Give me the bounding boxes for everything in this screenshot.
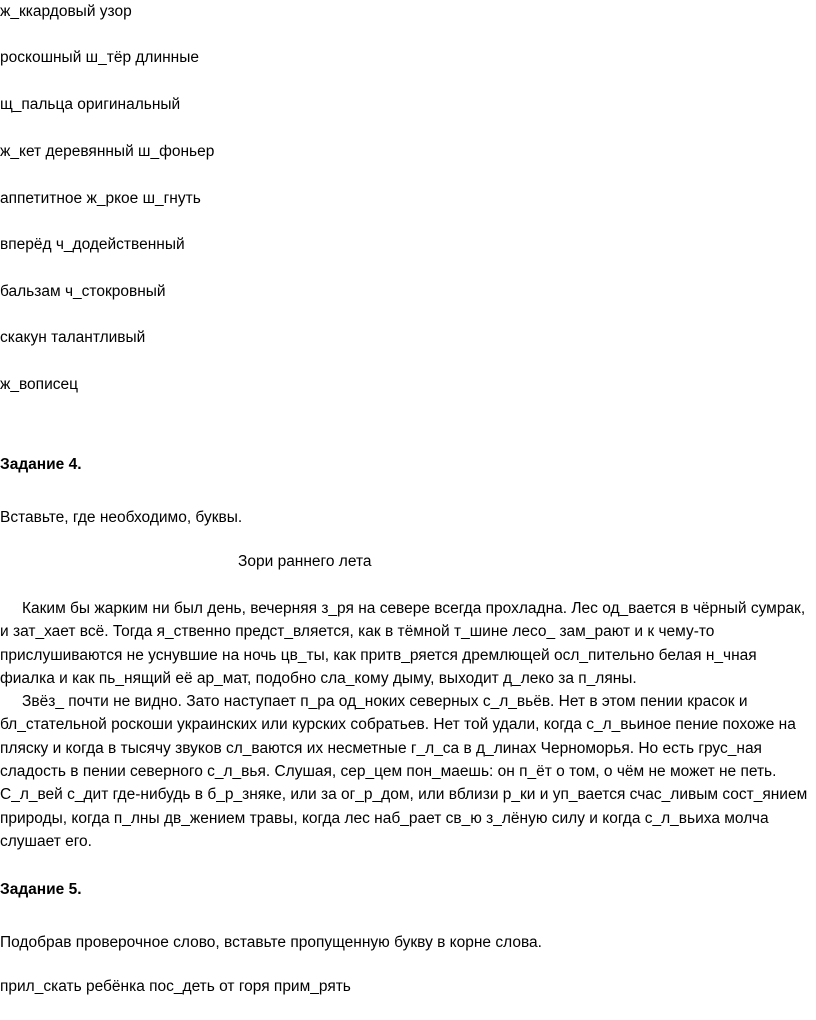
word-list-item: бальзам ч_стокровный <box>0 283 166 300</box>
task-5-heading: Задание 5. <box>0 881 82 898</box>
word-list-item: ж_кет деревянный ш_фоньер <box>0 143 215 160</box>
word-list-item: ж_ккардовый узор <box>0 3 132 20</box>
task-5-instruction: Подобрав проверочное слово, вставьте пропущенную букву в корне слова. <box>0 934 542 951</box>
word-list-item: скакун талантливый <box>0 329 146 346</box>
word-list-item: щ_пальца оригинальный <box>0 96 181 113</box>
task-4-heading: Задание 4. <box>0 456 82 473</box>
word-list-item: роскошный ш_тёр длинные <box>0 49 199 66</box>
task-4-instruction: Вставьте, где необходимо, буквы. <box>0 509 243 526</box>
text-body <box>0 597 812 853</box>
text-paragraph: Каким бы жарким ни был день, вечерняя з_ря на севере всегда прохладна. Лес од_вается в чёрный сумрак, и зат_хает всё. Тогда я_ственно предст_вляется, как в тёмной т_шине лесо_ зам_рают и к чему-то прислушиваются не уснувшие на ночь цв_ты, как притв_ряется дремлющей осл_пительно белая н_чная фиалка и как пь_нящий её ар_мат, подобно сла_кому дыму, выходит д_леко за п_ляны. <box>0 600 806 687</box>
word-list-item: ж_вописец <box>0 376 78 393</box>
text-title: Зори раннего лета <box>238 553 372 570</box>
text-paragraph: Звёз_ почти не видно. Зато наступает п_ра од_ноких северных с_л_вьёв. Нет в этом пении красок и бл_стательной роскоши украинских или курских собратьев. Нет той удали, когда с_л_вьиное пение похоже на пляску и когда в тысячу звуков сл_ваются их несметные г_л_са в д_линах Черноморья. Но есть грус_ная сладость в пении северного с_л_вья. Слушая, сер_цем пон_маешь: он п_ёт о том, о чём не может не петь. С_л_вей с_дит где-нибудь в б_р_зняке, или за ог_р_дом, или вблизи р_ки и уп_вается счас_ливым сост_янием природы, когда п_лны дв_жением травы, когда лес наб_рает св_ю з_лёную силу и когда с_л_вьиха молча слушает его. <box>0 693 808 850</box>
word-list-item: аппетитное ж_ркое ш_гнуть <box>0 190 201 207</box>
task-5-example: прил_скать ребёнка пос_деть от горя прим_рять <box>0 978 351 995</box>
word-list-item: вперёд ч_додейственный <box>0 236 185 253</box>
